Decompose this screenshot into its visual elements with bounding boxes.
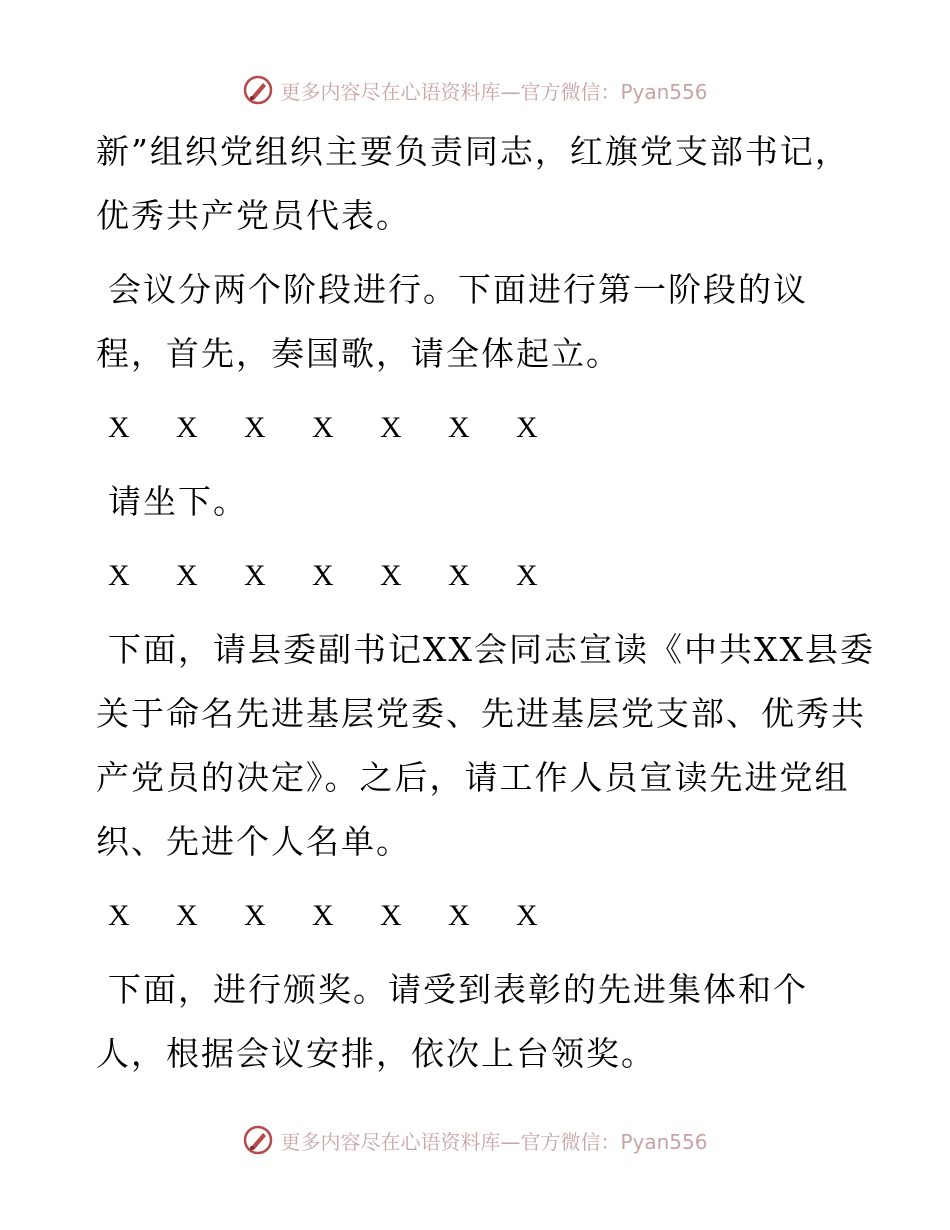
text-line: 新”组织党组织主要负责同志，红旗党支部书记， <box>96 132 850 171</box>
pen-logo-icon <box>242 1124 274 1156</box>
placeholder-x: X <box>448 899 470 932</box>
placeholder-x: X <box>176 899 198 932</box>
placeholder-x: X <box>176 559 198 592</box>
placeholder-x: X <box>108 411 130 444</box>
text-line: 产党员的决定》。之后，请工作人员宣读先进党组 <box>96 758 850 797</box>
placeholder-row <box>96 544 876 608</box>
watermark-text: 更多内容尽在心语资料库—官方微信：Pyan556 <box>280 1129 708 1154</box>
paragraph-agenda <box>96 258 876 386</box>
text-line: 请坐下。 <box>108 482 248 521</box>
placeholder-x: X <box>448 559 470 592</box>
text-line: 下面，进行颁奖。请受到表彰的先进集体和个 <box>108 970 808 1009</box>
paragraph-awards <box>96 958 876 1086</box>
document-body <box>96 120 876 1096</box>
placeholder-x: X <box>176 411 198 444</box>
paragraph-decision <box>96 618 876 874</box>
placeholder-x: X <box>312 899 334 932</box>
placeholder-x: X <box>312 411 334 444</box>
placeholder-x: X <box>108 899 130 932</box>
text-line: 程，首先，奏国歌，请全体起立。 <box>96 334 621 373</box>
text-line: 会议分两个阶段进行。下面进行第一阶段的议 <box>108 270 808 309</box>
placeholder-x: X <box>516 411 538 444</box>
watermark-footer <box>0 1120 950 1160</box>
placeholder-x: X <box>380 899 402 932</box>
text-line: 关于命名先进基层党委、先进基层党支部、优秀共 <box>96 694 866 733</box>
placeholder-x: X <box>244 899 266 932</box>
placeholder-x: X <box>380 559 402 592</box>
text-line: 织、先进个人名单。 <box>96 822 411 861</box>
text-line: 下面，请县委副书记XX会同志宣读《中共XX县委 <box>108 630 875 669</box>
text-line: 人，根据会议安排，依次上台领奖。 <box>96 1034 656 1073</box>
placeholder-x: X <box>312 559 334 592</box>
placeholder-x: X <box>108 559 130 592</box>
paragraph-attendees <box>96 120 876 248</box>
watermark-header <box>0 70 950 110</box>
placeholder-x: X <box>380 411 402 444</box>
placeholder-x: X <box>244 559 266 592</box>
paragraph-sit-down <box>96 470 876 534</box>
placeholder-x: X <box>516 899 538 932</box>
text-line: 优秀共产党员代表。 <box>96 196 411 235</box>
placeholder-row <box>96 884 876 948</box>
placeholder-x: X <box>244 411 266 444</box>
pen-logo-icon <box>242 74 274 106</box>
placeholder-row <box>96 396 876 460</box>
placeholder-x: X <box>516 559 538 592</box>
watermark-text: 更多内容尽在心语资料库—官方微信：Pyan556 <box>280 79 708 104</box>
placeholder-x: X <box>448 411 470 444</box>
